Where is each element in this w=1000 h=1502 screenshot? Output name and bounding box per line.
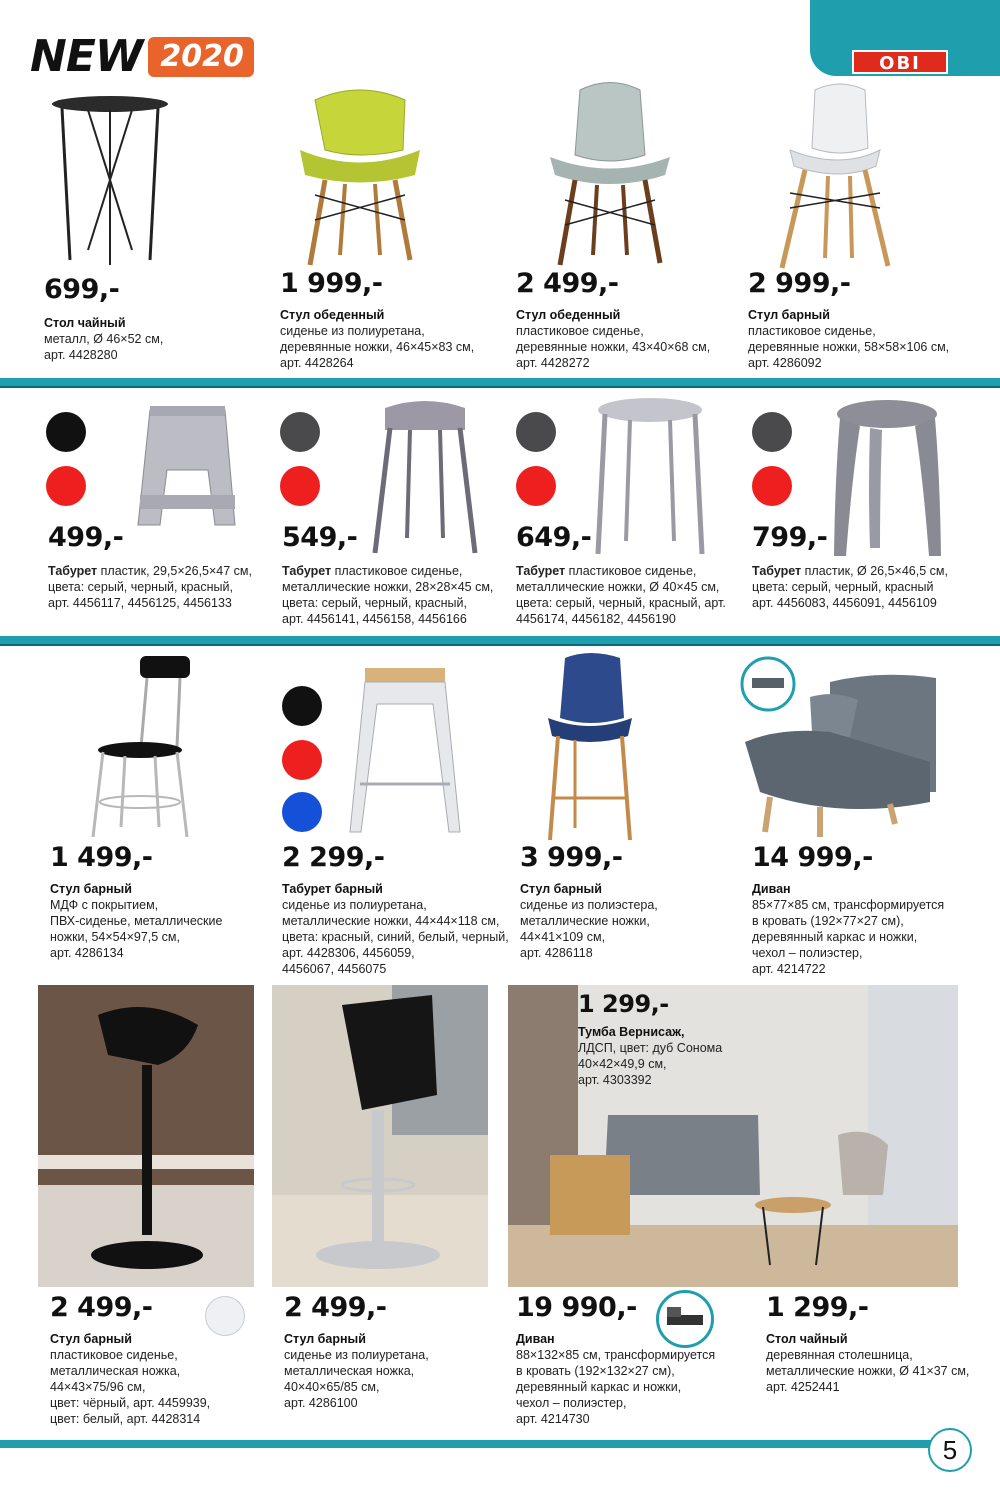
product-desc: 88×132×85 см, трансформируется в кровать (192×132×27 см), деревянный каркас и ножки, чехол – полиэстер, арт. 4214730	[516, 1348, 716, 1426]
price: 499,-	[48, 522, 124, 553]
color-swatch-black[interactable]	[516, 412, 556, 452]
price: 2 499,-	[50, 1292, 153, 1323]
price: 14 999,-	[752, 842, 873, 873]
product-stool-plastic	[48, 522, 252, 611]
product-name: Стул барный	[284, 1332, 366, 1346]
price: 649,-	[516, 522, 592, 553]
product-desc: сиденье из полиуретана, деревянные ножки, 46×45×83 см, арт. 4428264	[280, 324, 475, 370]
product-name: Стул барный	[50, 1332, 132, 1346]
product-desc: пластиковое сиденье, деревянные ножки, 58×58×106 см, арт. 4286092	[748, 324, 950, 370]
product-name: Стол чайный	[44, 316, 126, 330]
price: 2 499,-	[516, 268, 619, 299]
product-bar-stool-metal	[282, 842, 509, 977]
product-dining-chair-clear	[516, 268, 710, 371]
product-bar-chair-plastic	[50, 1292, 210, 1427]
product-name: Стул обеденный	[516, 308, 621, 322]
product-desc: пластиковое сиденье, металлическая ножка, 44×43×75/96 см, цвет: чёрный, арт. 4459939, цвет: белый, арт. 4428314	[50, 1348, 211, 1426]
product-name: Тумба Вернисаж,	[578, 1025, 685, 1039]
product-tea-table-wood	[766, 1292, 969, 1395]
tea-table-icon	[40, 90, 180, 270]
color-swatch-red[interactable]	[280, 466, 320, 506]
product-sofa-bed	[516, 1292, 715, 1427]
product-bar-chair-blue	[520, 842, 658, 961]
product-desc: металл, Ø 46×52 см, арт. 4428280	[44, 332, 164, 362]
color-swatch-red[interactable]	[516, 466, 556, 506]
product-bar-chair-black	[50, 842, 222, 961]
product-desc: ЛДСП, цвет: дуб Сонома 40×42×49,9 см, арт. 4303392	[578, 1041, 723, 1087]
product-armchair-bed	[752, 842, 944, 977]
product-desc: Табурет пластиковое сиденье, металлические ножки, Ø 40×45 см, цвета: серый, черный, красный, арт. 4456174, 4456182, 4456190	[516, 564, 726, 626]
product-name: Табурет	[282, 564, 332, 578]
product-name: Стул барный	[748, 308, 830, 322]
product-stool-plastic-round	[752, 522, 948, 611]
product-nightstand	[578, 990, 722, 1088]
price: 2 299,-	[282, 842, 385, 873]
product-desc: Табурет пластиковое сиденье, металлические ножки, 28×28×45 см, цвета: серый, черный, красный, арт. 4456141, 4456158, 4456166	[282, 564, 494, 626]
color-swatch-red[interactable]	[752, 466, 792, 506]
product-desc: сиденье из полиуретана, металлическая ножка, 40×40×65/85 см, арт. 4286100	[284, 1348, 429, 1410]
price: 699,-	[44, 274, 120, 305]
price: 799,-	[752, 522, 828, 553]
white-bar-chair-icon	[770, 78, 900, 273]
product-desc: МДФ с покрытием, ПВХ-сиденье, металлические ножки, 54×54×97,5 см, арт. 4286134	[50, 898, 223, 960]
product-name: Стул обеденный	[280, 308, 385, 322]
product-name: Диван	[516, 1332, 555, 1346]
color-swatch-blue[interactable]	[282, 792, 322, 832]
price: 1 999,-	[280, 268, 383, 299]
color-swatch-black[interactable]	[752, 412, 792, 452]
black-bar-chair-icon	[85, 652, 195, 842]
product-name: Табурет барный	[282, 882, 383, 896]
product-bar-chair-pu	[284, 1292, 429, 1411]
product-name: Стол чайный	[766, 1332, 848, 1346]
product-name: Табурет	[752, 564, 802, 578]
living-room-photo	[508, 985, 958, 1287]
product-desc: сиденье из полиэстера, металлические ножки, 44×41×109 см, арт. 4286118	[520, 898, 658, 960]
product-desc: сиденье из полиуретана, металлические ножки, 44×44×118 см, цвета: красный, синий, белый, черный, арт. 4428306, 4456059, 4456067, 4456075	[282, 898, 509, 976]
price: 19 990,-	[516, 1292, 637, 1323]
product-stool-round	[516, 522, 726, 627]
plastic-stool-icon	[120, 400, 255, 540]
new-2020-badge	[30, 31, 254, 82]
section-divider	[0, 636, 1000, 644]
year-label: 2020	[148, 37, 254, 77]
price: 1 499,-	[50, 842, 153, 873]
product-bar-chair-white	[748, 268, 949, 371]
price: 3 999,-	[520, 842, 623, 873]
product-name: Табурет	[516, 564, 566, 578]
product-desc: Табурет пластик, 29,5×26,5×47 см, цвета: серый, черный, красный, арт. 4456117, 4456125, 4456133	[48, 564, 252, 610]
bar-chair-black-photo	[38, 985, 254, 1287]
grey-armchair-bed-icon	[740, 652, 950, 842]
product-name: Стул барный	[520, 882, 602, 896]
product-stool-metal	[282, 522, 493, 627]
color-swatch-black[interactable]	[282, 686, 322, 726]
blue-bar-chair-icon	[540, 648, 640, 844]
product-desc: пластиковое сиденье, деревянные ножки, 43×40×68 см, арт. 4428272	[516, 324, 711, 370]
product-desc: 85×77×85 см, трансформируется в кровать (192×77×27 см), деревянный каркас и ножки, чехол – полиэстер, арт. 4214722	[752, 898, 945, 976]
tolix-bar-stool-icon	[345, 664, 465, 836]
clear-chair-icon	[535, 75, 685, 270]
footer-bar	[0, 1440, 940, 1448]
product-desc: деревянная столешница, металлические ножки, Ø 41×37 см, арт. 4252441	[766, 1348, 970, 1394]
price: 2 999,-	[748, 268, 851, 299]
price: 549,-	[282, 522, 358, 553]
color-swatch-red[interactable]	[282, 740, 322, 780]
yellow-chair-icon	[285, 80, 435, 270]
obi-logo: OBI	[852, 50, 948, 74]
product-desc: Табурет пластик, Ø 26,5×46,5 см, цвета: серый, черный, красный арт. 4456083, 4456091, 4456109	[752, 564, 948, 610]
product-name: Табурет	[48, 564, 98, 578]
product-name: Диван	[752, 882, 791, 896]
bar-chair-chrome-photo	[272, 985, 488, 1287]
product-dining-chair-yellow	[280, 268, 474, 371]
color-swatch-black[interactable]	[46, 412, 86, 452]
color-swatch-red[interactable]	[46, 466, 86, 506]
product-name: Стул барный	[50, 882, 132, 896]
price: 1 299,-	[766, 1292, 869, 1323]
color-swatch-white[interactable]	[205, 1296, 245, 1336]
price: 2 499,-	[284, 1292, 387, 1323]
price: 1 299,-	[578, 990, 669, 1018]
color-swatch-black[interactable]	[280, 412, 320, 452]
product-tea-table	[44, 274, 163, 363]
new-label: NEW	[30, 31, 143, 82]
section-divider	[0, 378, 1000, 386]
page-number: 5	[928, 1428, 972, 1472]
